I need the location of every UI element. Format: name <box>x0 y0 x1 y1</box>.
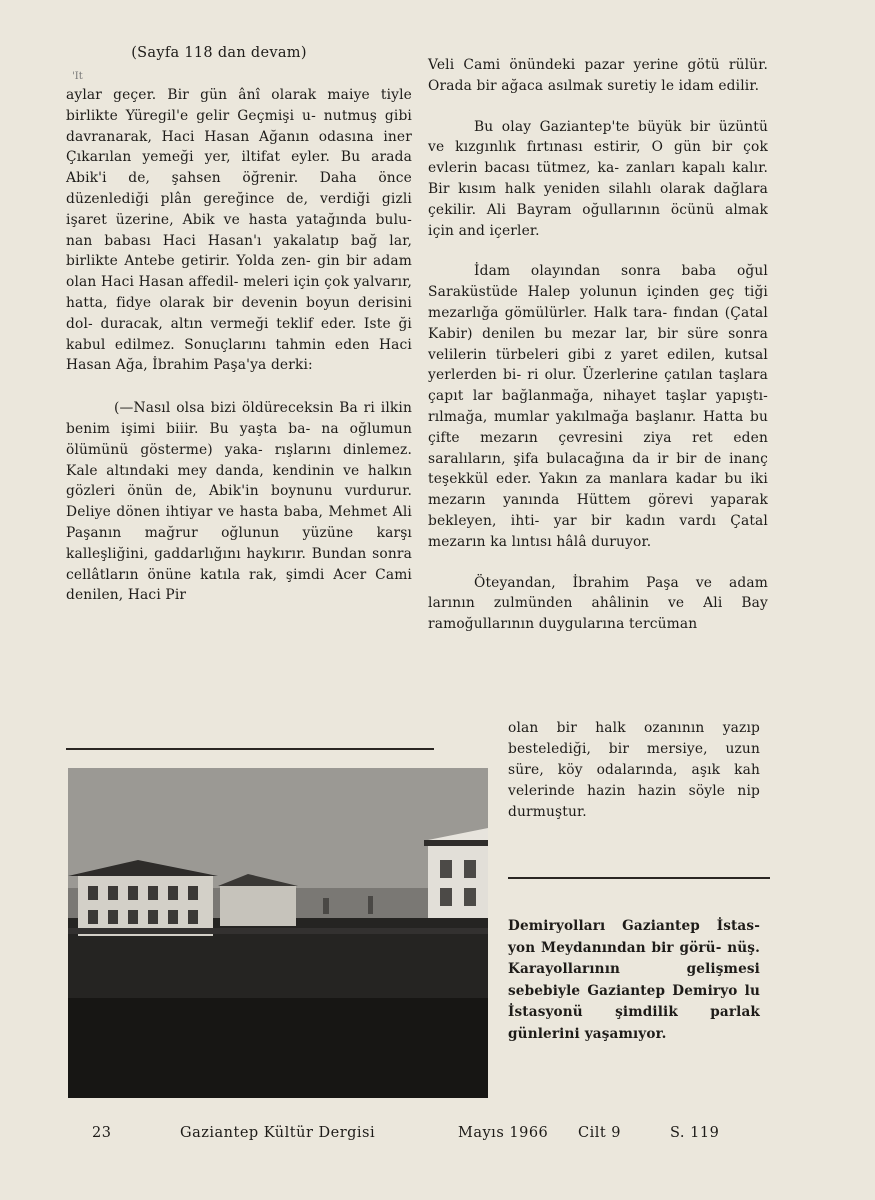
page-number: 23 <box>92 1125 112 1141</box>
poem-continuation <box>508 718 760 823</box>
station-photo-image <box>68 768 488 1098</box>
continuation-note: (Sayfa 118 dan devam) <box>131 45 307 61</box>
left-paragraph-1: aylar geçer. Bir gün ânî olarak maiye tiyle birlikte Yüregil'e gelir Geçmişi u- nutmuş gibi davranarak, Haci Hasan Ağanın odasına iner Çıkarılan yemeği yer, iltifat eyler. Bu arada Abik'i de, şahsen öğrenir. Daha önce düzenlediği plân gereğince de, verdiği gizli işaret üzerine, Abik ve hasta yatağında bulu- nan babası Haci Hasan'ı yakalatıp bağ lar, birlikte Antebe getirir. Yolda zen- gin bir adam olan Haci Hasan affedil- meleri için çok yalvarır, hatta, fidye olarak bir devenin boyun derisini dol- duracak, altın vermeği teklif eder. Iste ği kabul edilmez. Sonuçlarını tahmin eden Haci Hasan Ağa, İbrahim Paşa'ya derki: <box>66 87 412 374</box>
right-paragraph-1: Veli Cami önündeki pazar yerine götü rülür. Orada bir ağaca asılmak suretiy le idam edilir. <box>428 57 768 94</box>
right-paragraph-3: İdam olayından sonra baba oğul Saraküstüde Halep yolunun içinden geç tiği mezarlığa gömülürler. Halk tara- fından (Çatal Kabir) denilen bu mezar lar, bir süre sonra velilerin türbeleri gibi z yaret edilen, kutsal yerlerden bi- ri olur. Üzerlerine çatılan taşlara çapıt lar bağlanmağa, nihayet taşlar yapıştı- rılmağa, mumlar yakılmağa başlanır. Hatta bu çifte mezarın çevresini ziya ret eden saralıların, şifa bulacağına da ir bir de inanç teşekkül eder. Yakın za manlara kadar bu iki mezarın yanında Hüttem görevi yaparak bekleyen, ihti- yar bir kadın vardı Çatal mezarın ka lıntısı hâlâ duruyor. <box>428 263 768 550</box>
left-divider-rule <box>66 748 434 750</box>
left-paragraph-2: (—Nasıl olsa bizi öldüreceksin Ba ri ilkin benim işimi biiir. Bu yaşta ba- na oğlumun ölümünü gösterme) yaka- rışlarını dinlemez. Kale altındaki mey danda, kendinin ve halkın gözleri önün de, Abik'in boynunu vurdurur. Deliye dönen ihtiyar ve hasta baba, Mehmet Ali Paşanın mağrur oğlunun yüzüne karşı kalleşliğini, gaddarlığını haykırır. Bundan sonra cellâtların önüne katıla rak, şimdi Acer Cami denilen, Haci Pir <box>66 400 412 604</box>
issue-number: S. 119 <box>670 1125 720 1141</box>
right-column <box>428 55 768 655</box>
poem-paragraph: olan bir halk ozanının yazıp bestelediği, bir mersiye, uzun süre, köy odalarında, aşık kah velerinde hazin hazin söyle nip durmuştur. <box>508 720 760 820</box>
caption-text: Demiryolları Gaziantep İstas- yon Meydanından bir görü- nüş. Karayollarının gelişmesi sebebiyle Gaziantep Demiryo lu İstasyonü şimdilik parlak günlerini yaşamıyor. <box>508 918 760 1042</box>
page-footer <box>92 1125 775 1147</box>
stray-mark: 'It <box>72 71 83 82</box>
volume-number: Cilt 9 <box>578 1125 622 1141</box>
station-square-photo <box>68 768 488 1098</box>
issue-date: Mayıs 1966 <box>458 1125 549 1141</box>
magazine-title: Gaziantep Kültür Dergisi <box>180 1125 376 1141</box>
left-column <box>66 45 412 606</box>
right-paragraph-4: Öteyandan, İbrahim Paşa ve adam larının zulmünden ahâlinin ve Ali Bay ramoğullarının duygularına tercüman <box>428 574 768 633</box>
photo-caption <box>508 916 760 1045</box>
right-divider-rule <box>508 877 770 879</box>
right-paragraph-2: Bu olay Gaziantep'te büyük bir üzüntü ve kızgınlık fırtınası estirir, O gün bir çok evlerin bacası tütmez, ka- zanları kapalı kalır. Bir kısım halk yeniden silahlı olarak dağlara çekilir. Ali Bayram oğullarının öcünü almak için and içerler. <box>428 118 768 239</box>
